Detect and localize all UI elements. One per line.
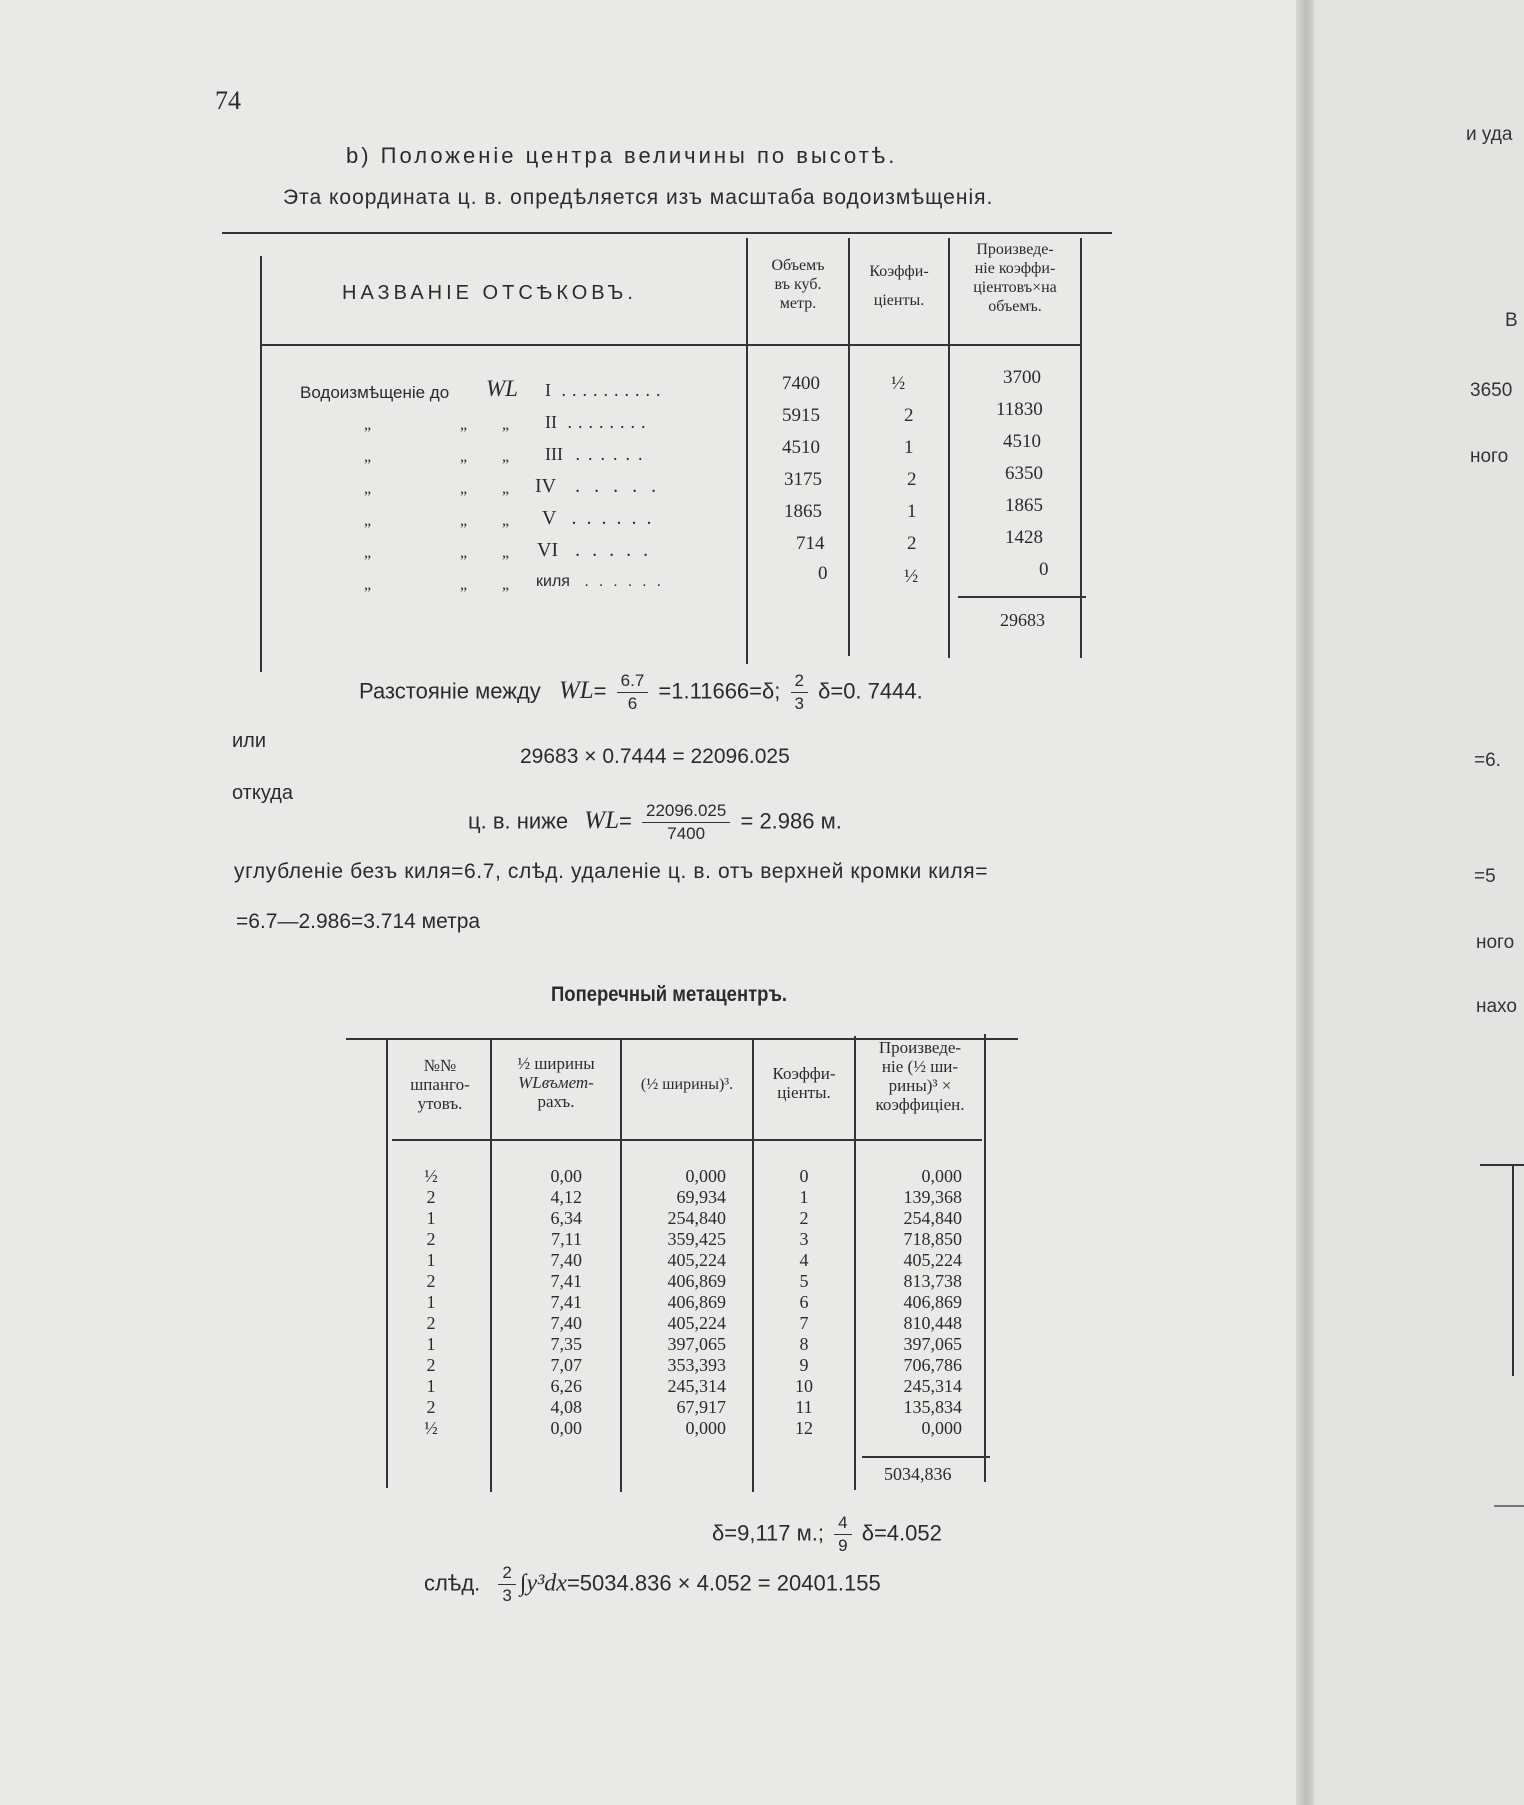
table2-cell-cube: 69,934	[676, 1187, 726, 1207]
ditto-mark: „	[502, 544, 510, 561]
header-product-line: ніе коэффи-	[974, 260, 1056, 277]
ditto-mark: „	[502, 448, 510, 465]
right-fragment: и уда	[1466, 124, 1513, 145]
row-id: II ........	[545, 412, 652, 432]
table2-cell-coef: 1	[799, 1187, 809, 1207]
table2-cell-half: 7,41	[550, 1271, 582, 1291]
row-label-wl: WL	[486, 376, 518, 401]
table2-cell-frame: 1	[426, 1334, 436, 1354]
integral-expression: ∫y³dx	[519, 1570, 567, 1597]
table1-volume: 5915	[782, 405, 820, 426]
ditto-mark: „	[502, 416, 510, 433]
denominator: 3	[502, 1586, 512, 1605]
table2-cell-coef: 11	[795, 1397, 813, 1417]
header-coef-line: ціенты.	[777, 1083, 831, 1102]
word-whence: откуда	[232, 782, 293, 804]
fraction	[617, 670, 649, 715]
table2-cell-cube: 405,224	[667, 1250, 726, 1270]
table2-cell-half: 7,41	[550, 1292, 582, 1312]
table1-left-border	[260, 256, 262, 672]
denominator: 7400	[667, 824, 706, 843]
table2-cell-frame: 1	[426, 1208, 436, 1228]
table2-cell-coef: 12	[795, 1418, 813, 1438]
page-number: 74	[215, 86, 241, 115]
table1-volume: 1865	[784, 501, 822, 522]
ditto-mark: „	[364, 576, 372, 593]
ditto-mark: „	[364, 480, 372, 497]
fraction	[498, 1562, 515, 1607]
table2-cell-cube: 67,917	[676, 1397, 726, 1417]
table2-cell-product: 405,224	[903, 1250, 962, 1270]
table1-product: 4510	[1003, 431, 1041, 452]
ditto-mark: „	[364, 544, 372, 561]
table2-cell-product: 397,065	[903, 1334, 962, 1354]
formula-eq: =	[619, 808, 632, 834]
word-or: или	[232, 730, 267, 752]
header-volume-line: метр.	[779, 295, 817, 312]
table1-col-divider-2	[848, 238, 850, 656]
table2-cell-frame: 2	[426, 1397, 436, 1417]
table2-cell-coef: 8	[799, 1334, 809, 1354]
table2-cell-coef: 9	[799, 1355, 809, 1375]
right-table-rule	[1494, 1505, 1524, 1507]
ditto-mark: „	[460, 576, 468, 593]
table1-header-volume	[750, 256, 846, 313]
formula-part: δ=9,117 м.;	[712, 1520, 824, 1546]
table1-coef: 2	[907, 469, 917, 490]
header-volume-line: Объемъ	[771, 257, 825, 274]
right-fragment: нахо	[1476, 996, 1517, 1017]
header-frame-line: №№	[423, 1056, 457, 1075]
table2-cell-cube: 353,393	[667, 1355, 726, 1375]
table2-cell-product: 406,869	[903, 1292, 962, 1312]
book-gutter	[1296, 0, 1314, 1805]
formula-part: δ=0. 7444.	[818, 678, 923, 704]
table2-cell-half: 0,00	[550, 1166, 582, 1186]
table2-header-frame	[392, 1056, 488, 1113]
formula-eq: =	[593, 678, 607, 704]
header-coef-line: Коэффи-	[869, 263, 929, 280]
right-fragment: =5	[1474, 866, 1496, 887]
ditto-mark: „	[460, 544, 468, 561]
table2-cell-product: 810,448	[903, 1313, 962, 1333]
header-product-line: ніе (½ ши-	[881, 1057, 959, 1076]
table1-volume: 714	[796, 533, 825, 554]
table1-top-rule	[222, 232, 1112, 234]
table2-cell-half: 7,40	[550, 1250, 582, 1270]
table2-cell-frame: 2	[426, 1313, 436, 1333]
table2-cell-coef: 3	[799, 1229, 809, 1249]
table2-cell-half: 6,26	[550, 1376, 582, 1396]
table1-coef: ½	[891, 373, 906, 394]
table2-cell-cube: 397,065	[667, 1334, 726, 1354]
distance-formula	[359, 670, 923, 715]
table1-product: 11830	[996, 399, 1043, 420]
header-product-line: коэффиціен.	[875, 1095, 965, 1114]
numerator: 6.7	[617, 670, 649, 693]
depth-line-1: углубленіе безъ киля=6.7, слѣд. удаленіе ц. в. отъ верхней кромки киля=	[234, 860, 989, 883]
header-cube-line: (½ ширины)³.	[640, 1076, 734, 1093]
header-product-line: Произведе-	[878, 1038, 962, 1057]
table2-left-border	[386, 1040, 388, 1488]
formula-wl: WL	[558, 677, 594, 705]
table1-header-coef	[851, 262, 947, 310]
table1-product: 1428	[1005, 527, 1043, 548]
table2-cell-coef: 2	[799, 1208, 809, 1228]
product-line: 29683 × 0.7444 = 22096.025	[520, 745, 790, 768]
table2-cell-product: 706,786	[903, 1355, 962, 1375]
formula-part: =1.11666=δ;	[658, 678, 781, 704]
table1-volume: 0	[818, 563, 828, 584]
table2-cell-coef: 4	[799, 1250, 809, 1270]
formula-part: δ=4.052	[861, 1520, 942, 1546]
table2-cell-cube: 406,869	[667, 1271, 726, 1291]
right-table-rule	[1480, 1164, 1524, 1166]
table2-cell-frame: 2	[426, 1187, 436, 1207]
table1-volume: 4510	[782, 437, 820, 458]
ditto-mark: „	[460, 416, 468, 433]
table2-cell-product: 254,840	[903, 1208, 962, 1228]
table2-cell-frame: ½	[424, 1166, 438, 1186]
ditto-mark: „	[460, 512, 468, 529]
header-coef-line: ціенты.	[873, 292, 925, 309]
header-product-line: объемъ.	[988, 298, 1042, 315]
table2-cell-half: 7,35	[550, 1334, 582, 1354]
denominator: 9	[838, 1536, 848, 1555]
table2-cell-cube: 245,314	[667, 1376, 726, 1396]
table1-total: 29683	[1000, 610, 1045, 630]
numerator: 2	[791, 670, 808, 693]
formula-prefix: Разстояніе между	[359, 678, 541, 704]
table1-right-border	[1080, 238, 1082, 658]
header-product-line: ціентовъ×на	[973, 279, 1057, 296]
table2-cell-coef: 5	[799, 1271, 809, 1291]
header-frame-line: шпанго-	[410, 1075, 470, 1094]
right-table-border	[1512, 1166, 1514, 1376]
table2-cell-cube: 405,224	[667, 1313, 726, 1333]
table2-cell-cube: 254,840	[667, 1208, 726, 1228]
table2-col-divider-2	[620, 1040, 622, 1492]
table2-cell-frame: ½	[424, 1418, 438, 1438]
intro-text: Эта координата ц. в. опредѣляется изъ масштаба водоизмѣщенія.	[283, 186, 994, 209]
table2-cell-half: 0,00	[550, 1418, 582, 1438]
table2-cell-product: 139,368	[903, 1187, 962, 1207]
table1-coef: 1	[907, 501, 917, 522]
table2-cell-frame: 1	[426, 1250, 436, 1270]
header-half-width-line: WLвъмет-	[518, 1073, 594, 1092]
table1-header-rule	[262, 344, 1082, 346]
right-fragment: ного	[1476, 932, 1515, 953]
table2-header-cube	[622, 1075, 752, 1094]
table1-volume: 3175	[784, 469, 822, 490]
table2-cell-cube: 406,869	[667, 1292, 726, 1312]
ditto-mark: „	[502, 480, 510, 497]
table2-cell-product: 813,738	[903, 1271, 962, 1291]
formula-prefix: ц. в. ниже	[468, 808, 569, 834]
numerator: 4	[834, 1512, 851, 1535]
table1-product: 0	[1039, 559, 1049, 580]
table2-total: 5034,836	[884, 1464, 952, 1484]
formula-part: =5034.836 × 4.052 = 20401.155	[566, 1570, 881, 1596]
table2-cell-product: 0,000	[921, 1166, 962, 1186]
formula-wl: WL	[584, 807, 619, 835]
row-id: I ..........	[545, 380, 667, 400]
ditto-mark: „	[460, 480, 468, 497]
header-half-width-line: рахъ.	[537, 1092, 575, 1111]
table1-volume: 7400	[782, 373, 820, 394]
table2-cell-product: 245,314	[903, 1376, 962, 1396]
table2-cell-coef: 10	[795, 1376, 813, 1396]
denominator: 3	[794, 694, 804, 713]
table2-cell-product: 135,834	[903, 1397, 962, 1417]
depth-line-2: =6.7—2.986=3.714 метра	[236, 910, 481, 933]
table1-coef: 1	[904, 437, 914, 458]
table2-cell-frame: 2	[426, 1229, 436, 1249]
ditto-mark: „	[364, 416, 372, 433]
row-id: III ......	[545, 444, 651, 464]
table1-product: 6350	[1005, 463, 1043, 484]
right-fragment: В	[1505, 310, 1518, 331]
table1-coef: ½	[904, 566, 919, 587]
table2-cell-frame: 2	[426, 1355, 436, 1375]
table2-cell-half: 4,12	[550, 1187, 582, 1207]
numerator: 22096.025	[642, 800, 730, 823]
table2-cell-half: 7,11	[551, 1229, 582, 1249]
table1-product: 3700	[1003, 367, 1041, 388]
header-volume-line: въ куб.	[774, 276, 822, 293]
denominator: 6	[627, 694, 638, 713]
table2-header-product	[856, 1038, 984, 1114]
table2-cell-product: 0,000	[921, 1418, 962, 1438]
right-fragment: 3650	[1470, 380, 1513, 401]
table1-header-name: НАЗВАНІЕ ОТСѢКОВЪ.	[342, 282, 637, 304]
delta-line	[712, 1512, 942, 1557]
header-product-line: рины)³ ×	[888, 1076, 952, 1095]
ditto-mark: „	[502, 576, 510, 593]
row-id: VI .....	[537, 539, 661, 561]
table2-header-rule	[392, 1139, 982, 1141]
table2-col-divider-3	[752, 1040, 754, 1492]
cv-formula	[468, 800, 842, 845]
ditto-mark: „	[364, 512, 372, 529]
ditto-mark: „	[364, 448, 372, 465]
table2-cell-cube: 0,000	[685, 1418, 726, 1438]
integral-line	[424, 1562, 881, 1607]
fraction	[642, 800, 730, 845]
table1-header-product	[950, 240, 1080, 316]
table2-cell-product: 718,850	[903, 1229, 962, 1249]
fraction	[791, 670, 808, 715]
table1-sum-rule	[958, 596, 1086, 598]
right-fragment: ного	[1470, 446, 1509, 467]
table2-cell-coef: 0	[799, 1166, 809, 1186]
table2-cell-half: 6,34	[550, 1208, 582, 1228]
table2-cell-half: 4,08	[550, 1397, 582, 1417]
header-product-line: Произведе-	[976, 241, 1054, 258]
table2-cell-coef: 6	[799, 1292, 809, 1312]
row-id: киля ......	[536, 573, 672, 590]
table2-cell-cube: 359,425	[667, 1229, 726, 1249]
table1-coef: 2	[907, 533, 917, 554]
ditto-mark: „	[460, 448, 468, 465]
fraction	[834, 1512, 851, 1557]
table2-cell-frame: 2	[426, 1271, 436, 1291]
row-label-first: Водоизмѣщеніе до	[300, 383, 450, 402]
table1-col-divider-1	[746, 238, 748, 664]
row-id: IV .....	[535, 475, 671, 497]
right-fragment: =6.	[1474, 750, 1501, 771]
table2-cell-coef: 7	[799, 1313, 809, 1333]
ditto-mark: „	[502, 512, 510, 529]
header-half-width-line: ½ ширины	[517, 1054, 595, 1073]
table2-cell-frame: 1	[426, 1292, 436, 1312]
section-heading: b) Положеніе центра величины по высотѣ.	[346, 143, 898, 168]
table2-cell-half: 7,07	[550, 1355, 582, 1375]
right-page	[1314, 0, 1524, 1805]
numerator: 2	[498, 1562, 515, 1585]
header-frame-line: утовъ.	[417, 1094, 463, 1113]
table1-coef: 2	[904, 405, 914, 426]
formula-prefix: слѣд.	[424, 1570, 481, 1596]
table2-cell-half: 7,40	[550, 1313, 582, 1333]
header-coef-line: Коэффи-	[772, 1064, 836, 1083]
table2-sum-rule	[862, 1456, 990, 1458]
table1-product: 1865	[1005, 495, 1043, 516]
table2-header-coef	[754, 1064, 854, 1102]
table2-right-border	[984, 1034, 986, 1482]
table2-title: Поперечный метацентръ.	[551, 983, 788, 1006]
table2-cell-cube: 0,000	[685, 1166, 726, 1186]
formula-part: = 2.986 м.	[740, 808, 842, 834]
row-id: V ......	[542, 507, 662, 529]
table2-cell-frame: 1	[426, 1376, 436, 1396]
table2-header-half-width	[492, 1054, 620, 1111]
